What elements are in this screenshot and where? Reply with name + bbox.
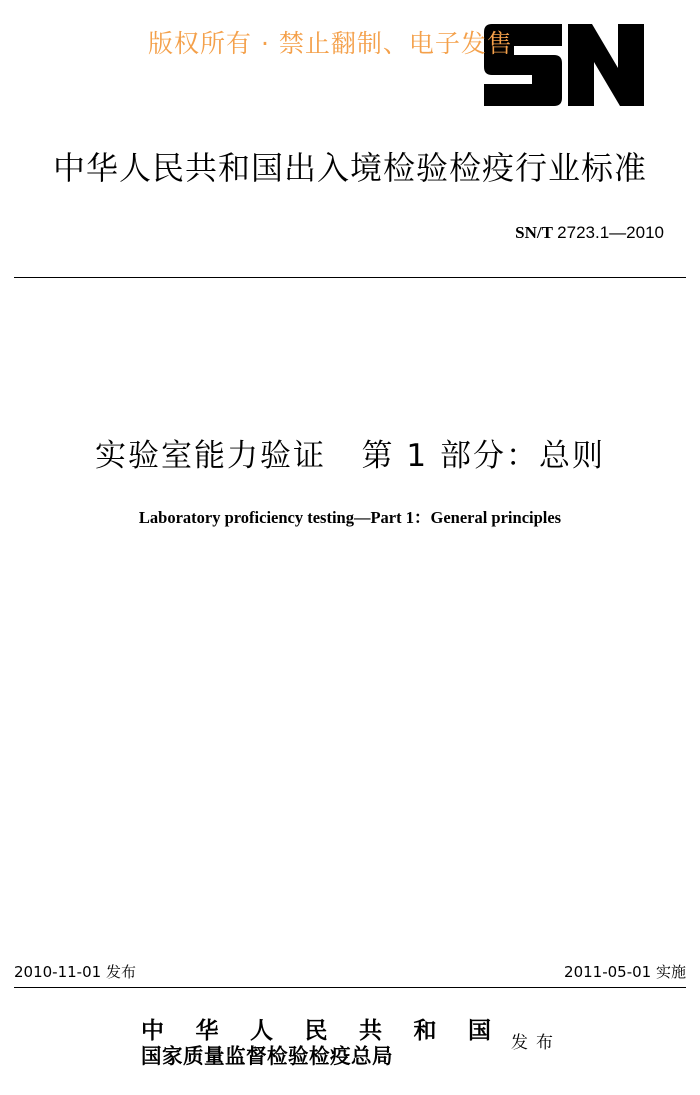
sn-logo-n bbox=[568, 24, 644, 106]
document-title-chinese: 实验室能力验证 第 1 部分：总则 bbox=[95, 438, 605, 474]
issuer-char: 华 bbox=[195, 1017, 219, 1044]
issuer-char: 和 bbox=[413, 1017, 437, 1044]
issuer-char: 中 bbox=[141, 1017, 164, 1044]
industry-standard-title: 中华人民共和国出入境检验检疫行业标准 bbox=[52, 149, 647, 187]
top-divider bbox=[14, 277, 686, 278]
bottom-divider bbox=[14, 987, 686, 988]
standard-number bbox=[515, 222, 664, 244]
issuer-agency: 国家质量监督检验检疫总局 bbox=[141, 1044, 393, 1068]
implementation-date: 2011-05-01 实施 bbox=[564, 963, 686, 981]
issuer-char: 国 bbox=[468, 1017, 491, 1044]
issuer-char: 共 bbox=[359, 1017, 382, 1044]
standard-code: SN/T bbox=[515, 223, 553, 242]
issuer-char: 人 bbox=[250, 1017, 273, 1044]
issuer-char: 民 bbox=[304, 1017, 328, 1044]
issuer-block bbox=[141, 1018, 491, 1068]
standard-number-value: 2723.1—2010 bbox=[557, 223, 664, 242]
copyright-watermark: 版权所有 · 禁止翻制、电子发售 bbox=[148, 29, 513, 58]
issuer-country bbox=[141, 1018, 491, 1044]
issued-label: 发布 bbox=[511, 1033, 561, 1053]
document-title-english: Laboratory proficiency testing—Part 1：General principles bbox=[138, 508, 562, 527]
issue-date: 2010-11-01 发布 bbox=[14, 963, 136, 981]
